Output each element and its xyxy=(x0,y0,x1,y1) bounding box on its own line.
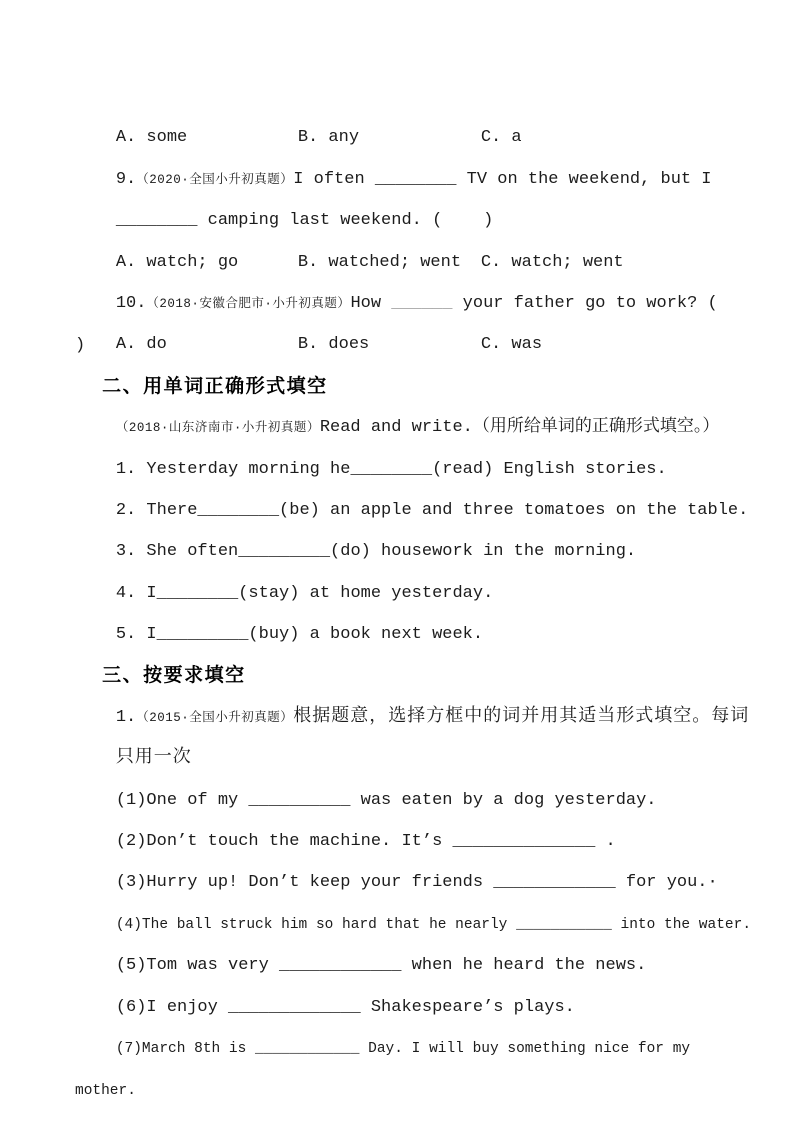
section3-q1-instructions: 根据题意，选择方框中的词并用其适当形式填空。每词 xyxy=(293,706,750,727)
q8-options-row xyxy=(75,76,755,148)
section3-item-3-text: (3)Hurry up! Don’t keep your friends ____________ for you.· xyxy=(115,873,718,893)
q10-source-tag: （2018·安徽合肥市·小升初真题） xyxy=(146,296,351,311)
section3-item-7-text: (7)March 8th is ____________ Day. I will buy something nice for my mother. xyxy=(75,1041,699,1100)
section2-item-5-text: 5. I_________(buy) a book next week. xyxy=(115,625,484,645)
q10-stem-after-blank: your father go to work? ( ) xyxy=(75,293,779,356)
section3-item-5-text: (5)Tom was very ____________ when he heard the news. xyxy=(115,956,647,976)
section3-item-4-text: (4)The ball struck him so hard that he nearly ___________ into the water. xyxy=(115,916,752,933)
q10-stem-before-blank: How xyxy=(350,293,392,313)
q9-option-a: A. watch; go xyxy=(115,252,239,272)
section3-q1-source-tag: （2015·全国小升初真题） xyxy=(136,710,294,725)
section2-intro-text: Read and write.（用所给单词的正确形式填空。） xyxy=(319,418,720,438)
q9-stem-part1: I often ________ TV on the weekend, but I xyxy=(293,169,712,189)
q8-option-a: A. some xyxy=(115,128,188,148)
q10-option-c: C. was xyxy=(480,335,543,355)
q8-option-b: B. any xyxy=(297,128,360,148)
section2-item-4-text: 4. I________(stay) at home yesterday. xyxy=(115,583,494,603)
q9-option-c: C. watch; went xyxy=(480,252,624,272)
section3-item-2-text: (2)Don’t touch the machine. It’s ______________ . xyxy=(115,832,616,852)
section2-source-tag: （2018·山东济南市·小升初真题） xyxy=(115,421,320,436)
section3-heading-text: 三、按要求填空 xyxy=(102,665,246,687)
q9-source-tag: （2020·全国小升初真题） xyxy=(136,172,294,187)
q9-stem-part2: ________ camping last weekend. ( ) xyxy=(115,211,494,231)
section2-item-3-text: 3. She often_________(do) housework in the morning. xyxy=(115,542,637,562)
section2-item-2-text: 2. There________(be) an apple and three tomatoes on the table. xyxy=(115,500,749,520)
q8-option-c: C. a xyxy=(480,128,522,148)
q10-number: 10. xyxy=(115,293,147,313)
section3-q1-number: 1. xyxy=(115,707,137,727)
q9-option-b: B. watched; went xyxy=(297,252,462,272)
section2-item-1-text: 1. Yesterday morning he________(read) English stories. xyxy=(115,459,667,479)
q10-option-b: B. does xyxy=(297,335,370,355)
q9-number: 9. xyxy=(115,169,137,189)
section3-item-1-text: (1)One of my __________ was eaten by a dog yesterday. xyxy=(115,790,657,810)
q10-blank-underline: ______ xyxy=(391,293,453,313)
section3-q1-instructions-cont: 只用一次 xyxy=(115,748,192,769)
q10-option-a: A. do xyxy=(115,335,167,355)
section3-item-6-text: (6)I enjoy _____________ Shakespeare’s plays. xyxy=(115,997,575,1017)
section2-heading-text: 二、用单词正确形式填空 xyxy=(102,375,328,397)
